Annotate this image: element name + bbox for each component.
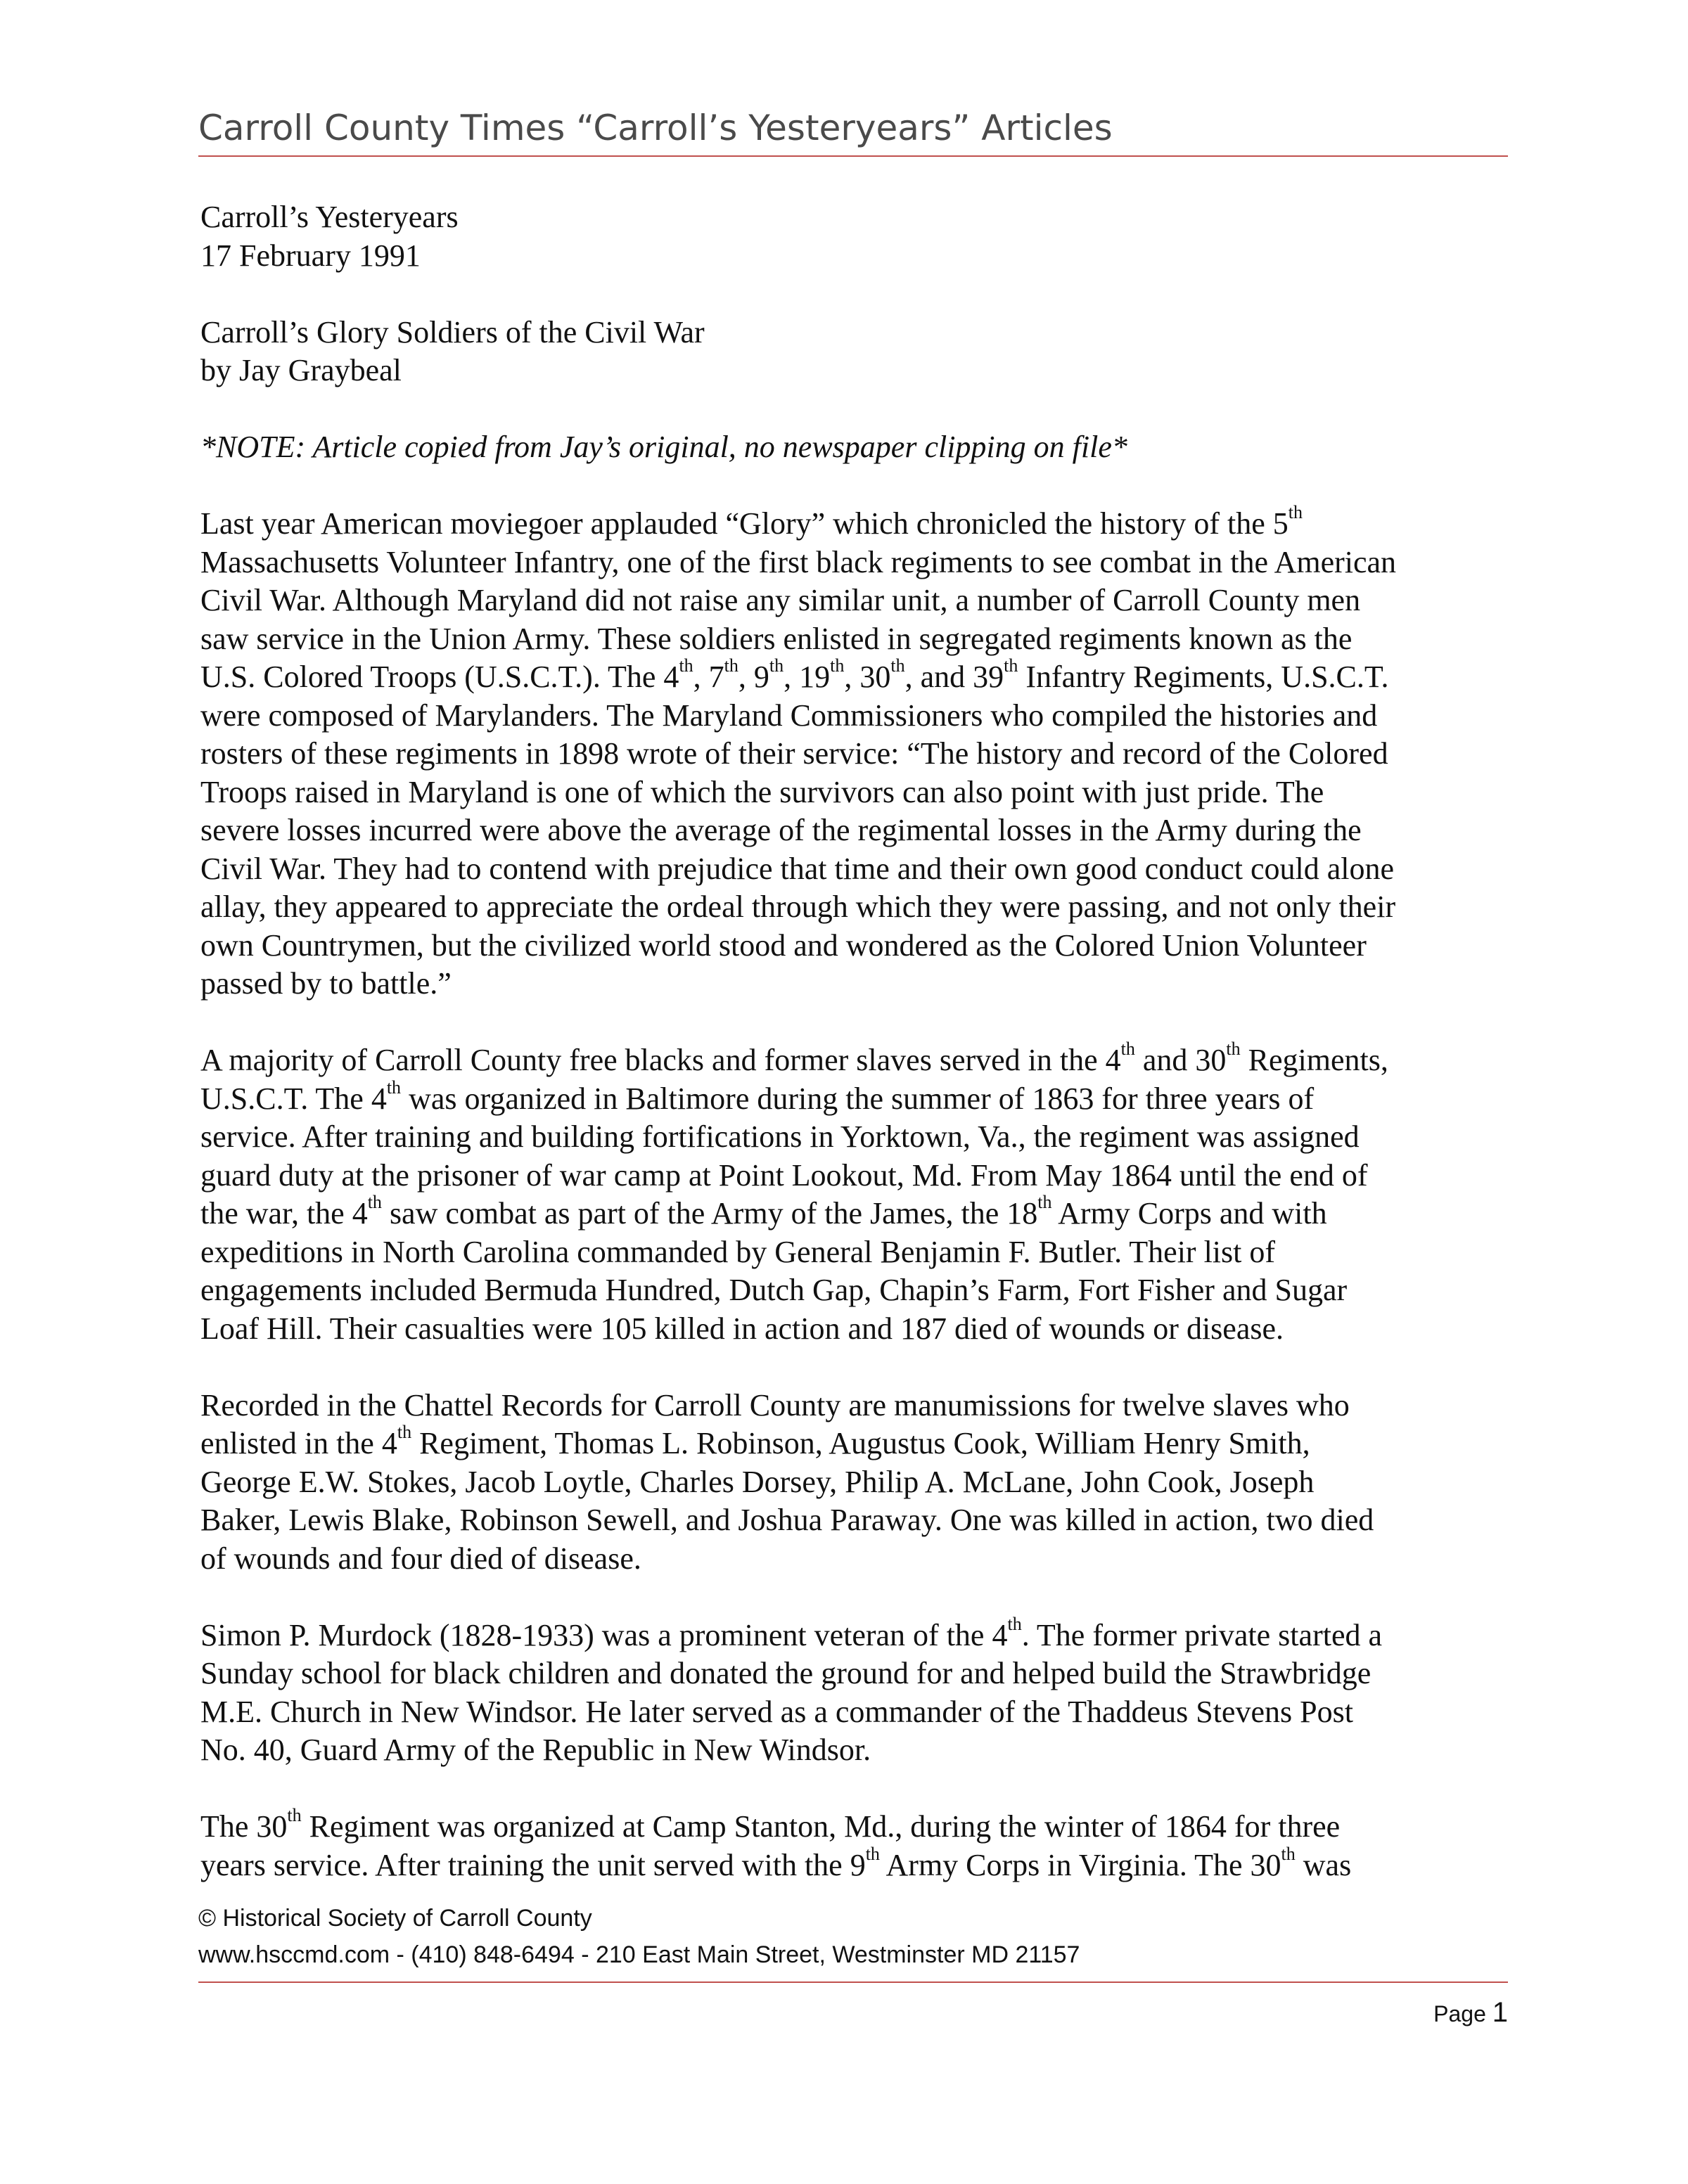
ordinal-suffix: th xyxy=(1288,502,1303,523)
paragraph-line: guard duty at the prisoner of war camp at Point Lookout, Md. From May 1864 until the end of xyxy=(200,1157,1368,1193)
paragraph-line: Baker, Lewis Blake, Robinson Sewell, and Joshua Paraway. One was killed in action, two died xyxy=(200,1503,1374,1537)
paragraph-line: expeditions in North Carolina commanded by General Benjamin F. Butler. Their list of xyxy=(200,1234,1276,1269)
paragraph-line: years service. After training the unit served with the 9th Army Corps in Virginia. The 30th was xyxy=(200,1843,1352,1882)
paragraph-line: Sunday school for black children and donated the ground for and helped build the Strawbridge xyxy=(200,1656,1372,1690)
paragraph-line: The 30th Regiment was organized at Camp Stanton, Md., during the winter of 1864 for three xyxy=(200,1805,1341,1844)
paragraph-line: Simon P. Murdock (1828-1933) was a prominent veteran of the 4th. The former private started a xyxy=(200,1613,1382,1652)
footer-contact: www.hsccmd.com - (410) 848-6494 - 210 East Main Street, Westminster MD 21157 xyxy=(198,1941,1080,1968)
ordinal-suffix: th xyxy=(1281,1843,1296,1864)
footer-copyright: © Historical Society of Carroll County xyxy=(198,1905,592,1932)
ordinal-suffix: th xyxy=(1007,1613,1022,1634)
paragraph-line: own Countrymen, but the civilized world stood and wondered as the Colored Union Volunteer xyxy=(200,927,1367,963)
article-body xyxy=(200,198,1516,1923)
paragraph-line: U.S. Colored Troops (U.S.C.T.). The 4th, 7th, 9th, 19th, 30th, and 39th Infantry Regiments, U.S.C.T. xyxy=(200,655,1389,694)
page-number-value: 1 xyxy=(1492,1997,1508,2028)
ordinal-suffix: th xyxy=(397,1422,412,1443)
paragraph-line: service. After training and building fortifications in Yorktown, Va., the regiment was assigned xyxy=(200,1119,1360,1154)
paragraph-line: allay, they appeared to appreciate the ordeal through which they were passing, and not only their xyxy=(200,889,1396,924)
paragraph-line: the war, the 4th saw combat as part of the Army of the James, the 18th Army Corps and with xyxy=(200,1192,1327,1231)
ordinal-suffix: th xyxy=(769,655,784,676)
paragraph-line: were composed of Marylanders. The Maryland Commissioners who compiled the histories and xyxy=(200,698,1378,733)
page-footer xyxy=(198,1900,1508,1973)
paragraph-line: rosters of these regiments in 1898 wrote of their service: “The history and record of the Colored xyxy=(200,736,1388,771)
paragraph-4 xyxy=(200,1613,1516,1770)
page-label: Page xyxy=(1433,2001,1486,2026)
paragraph-line: of wounds and four died of disease. xyxy=(200,1541,641,1576)
paragraph-line: Civil War. They had to contend with prejudice that time and their own good conduct could alone xyxy=(200,851,1394,886)
paragraph-line: No. 40, Guard Army of the Republic in New Windsor. xyxy=(200,1733,871,1767)
paragraph-line: Loaf Hill. Their casualties were 105 killed in action and 187 died of wounds or disease. xyxy=(200,1311,1284,1346)
footer-rule xyxy=(198,1981,1508,1983)
ordinal-suffix: th xyxy=(367,1192,382,1213)
article-title-block xyxy=(200,314,1516,390)
paragraph-3 xyxy=(200,1387,1516,1579)
paragraph-2 xyxy=(200,1041,1516,1348)
article-byline: by Jay Graybeal xyxy=(200,353,402,387)
ordinal-suffix: th xyxy=(1004,655,1018,676)
paragraph-line: Civil War. Although Maryland did not raise any similar unit, a number of Carroll County men xyxy=(200,583,1361,617)
paragraph-1 xyxy=(200,502,1516,1003)
paragraph-line: George E.W. Stokes, Jacob Loytle, Charles Dorsey, Philip A. McLane, John Cook, Joseph xyxy=(200,1464,1315,1499)
ordinal-suffix: th xyxy=(1226,1039,1241,1060)
paragraph-line: enlisted in the 4th Regiment, Thomas L. Robinson, Augustus Cook, William Henry Smith, xyxy=(200,1422,1310,1460)
ordinal-suffix: th xyxy=(724,655,738,676)
article-date: 17 February 1991 xyxy=(200,238,421,273)
note-text: *NOTE: Article copied from Jay’s original, no newspaper clipping on file* xyxy=(200,430,1127,464)
ordinal-suffix: th xyxy=(386,1077,402,1098)
paragraph-line: engagements included Bermuda Hundred, Dutch Gap, Chapin’s Farm, Fort Fisher and Sugar xyxy=(200,1273,1348,1307)
paragraph-line: A majority of Carroll County free blacks and former slaves served in the 4th and 30th Regiments, xyxy=(200,1039,1388,1077)
article-title: Carroll’s Glory Soldiers of the Civil War xyxy=(200,314,705,349)
header-rule xyxy=(198,155,1508,157)
paragraph-line: Last year American moviegoer applauded “Glory” which chronicled the history of the 5th xyxy=(200,502,1303,541)
paragraph-line: severe losses incurred were above the average of the regimental losses in the Army during the xyxy=(200,813,1362,847)
paragraph-line: Troops raised in Maryland is one of which the survivors can also point with just pride. The xyxy=(200,774,1324,809)
ordinal-suffix: th xyxy=(830,655,845,676)
article-note xyxy=(200,428,1516,467)
ordinal-suffix: th xyxy=(679,655,693,676)
ordinal-suffix: th xyxy=(287,1805,302,1826)
page-header-title: Carroll County Times “Carroll’s Yesteryears” Articles xyxy=(198,108,1113,148)
ordinal-suffix: th xyxy=(865,1843,880,1864)
page-number xyxy=(1407,1991,1508,2035)
article-meta-block xyxy=(200,198,1516,275)
paragraph-line: U.S.C.T. The 4th was organized in Baltimore during the summer of 1863 for three years of xyxy=(200,1077,1315,1116)
paragraph-line: Recorded in the Chattel Records for Carroll County are manumissions for twelve slaves who xyxy=(200,1387,1350,1422)
paragraph-line: saw service in the Union Army. These soldiers enlisted in segregated regiments known as the xyxy=(200,621,1353,656)
ordinal-suffix: th xyxy=(1120,1039,1135,1060)
paragraph-line: Massachusetts Volunteer Infantry, one of the first black regiments to see combat in the American xyxy=(200,544,1397,579)
paragraph-line: M.E. Church in New Windsor. He later served as a commander of the Thaddeus Stevens Post xyxy=(200,1694,1353,1729)
ordinal-suffix: th xyxy=(890,655,905,676)
paragraph-5 xyxy=(200,1805,1516,1884)
series-name: Carroll’s Yesteryears xyxy=(200,200,459,234)
paragraph-line: passed by to battle.” xyxy=(200,966,452,1001)
ordinal-suffix: th xyxy=(1037,1192,1052,1213)
